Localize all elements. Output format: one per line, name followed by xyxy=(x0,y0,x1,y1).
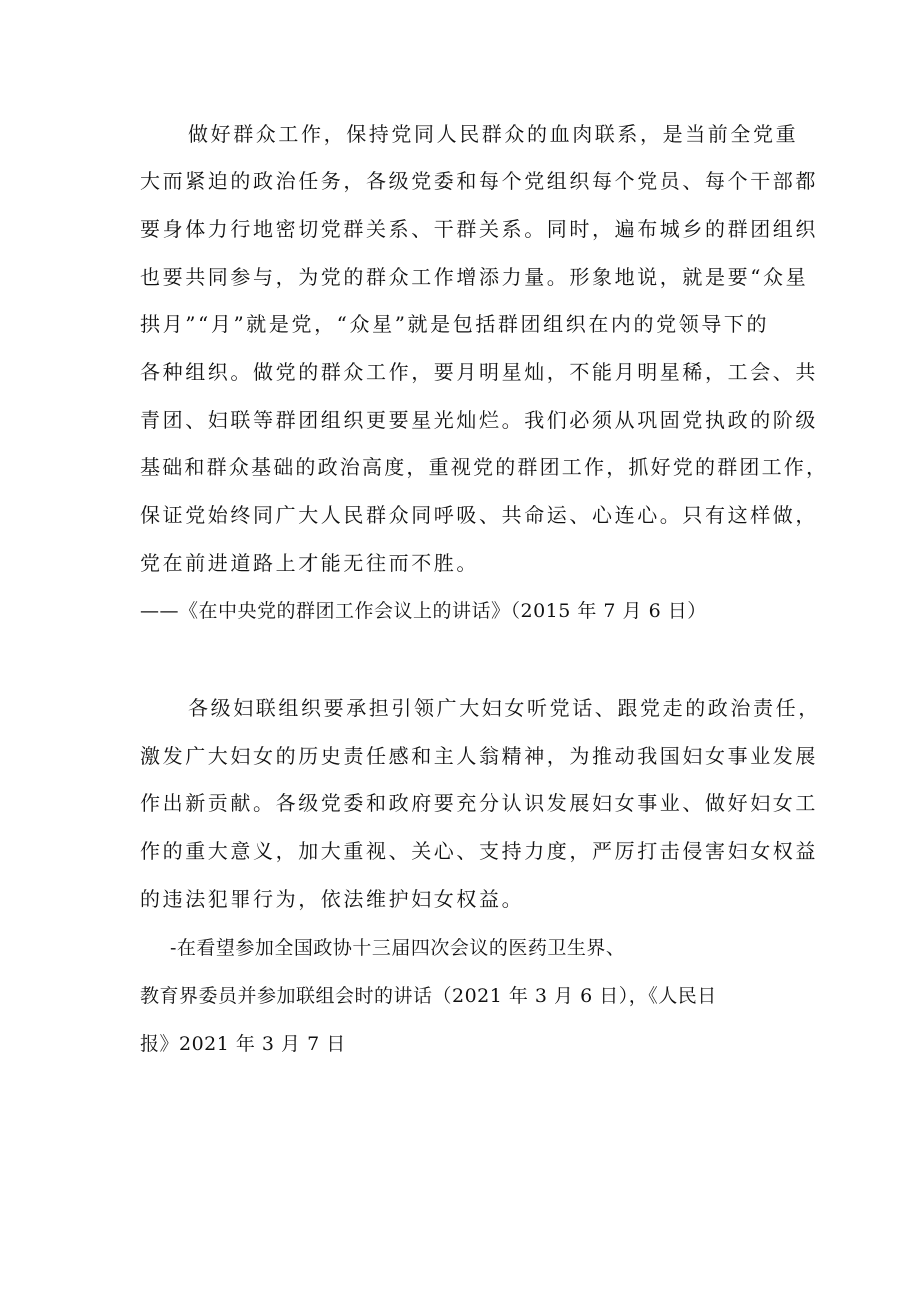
paragraph-line: 做好群众工作，保持党同人民群众的血肉联系，是当前全党重 xyxy=(188,122,799,146)
paragraph-line: 也要共同参与，为党的群众工作增添力量。形象地说，就是要“众星 xyxy=(140,265,809,289)
paragraph-line: 要身体力行地密切党群关系、干群关系。同时，遍布城乡的群团组织 xyxy=(140,217,818,241)
paragraph-line: 拱月”“月”就是党，“众星”就是包括群团组织在内的党领导下的 xyxy=(140,312,770,336)
paragraph-line: 的违法犯罪行为，依法维护妇女权益。 xyxy=(140,887,525,911)
paragraph-line: 各种组织。做党的群众工作，要月明星灿，不能月明星稀，工会、共 xyxy=(140,360,818,384)
paragraph-line: 激发广大妇女的历史责任感和主人翁精神，为推动我国妇女事业发展 xyxy=(140,744,818,768)
paragraph-line: 青团、妇联等群团组织更要星光灿烂。我们必须从巩固党执政的阶级 xyxy=(140,408,818,432)
paragraph-line: 基础和群众基础的政治高度，重视党的群团工作，抓好党的群团工作， xyxy=(140,455,829,479)
paragraph-line: 大而紧迫的政治任务，各级党委和每个党组织每个党员、每个干部都 xyxy=(140,169,818,193)
attribution-line: 教育界委员并参加联组会时的讲话（2021 年 3 月 6 日），《人民日 xyxy=(140,985,717,1007)
paragraph-line: 各级妇联组织要承担引领广大妇女听党话、跟党走的政治责任， xyxy=(188,696,821,720)
paragraph-line: 作的重大意义，加大重视、关心、支持力度，严厉打击侵害妇女权益 xyxy=(140,839,818,863)
paragraph-line: 保证党始终同广大人民群众同呼吸、共命运、心连心。只有这样做， xyxy=(140,503,818,527)
paragraph-line: 作出新贡献。各级党委和政府要充分认识发展妇女事业、做好妇女工 xyxy=(140,791,818,815)
attribution-line: -在看望参加全国政协十三届四次会议的医药卫生界、 xyxy=(170,937,626,959)
attribution-line: 报》2021 年 3 月 7 日 xyxy=(140,1033,346,1055)
paragraph-line: 党在前进道路上才能无往而不胜。 xyxy=(140,551,479,575)
quote-1-attribution: ——《在中央党的群团工作会议上的讲话》（2015 年 7 月 6 日） xyxy=(140,600,707,622)
